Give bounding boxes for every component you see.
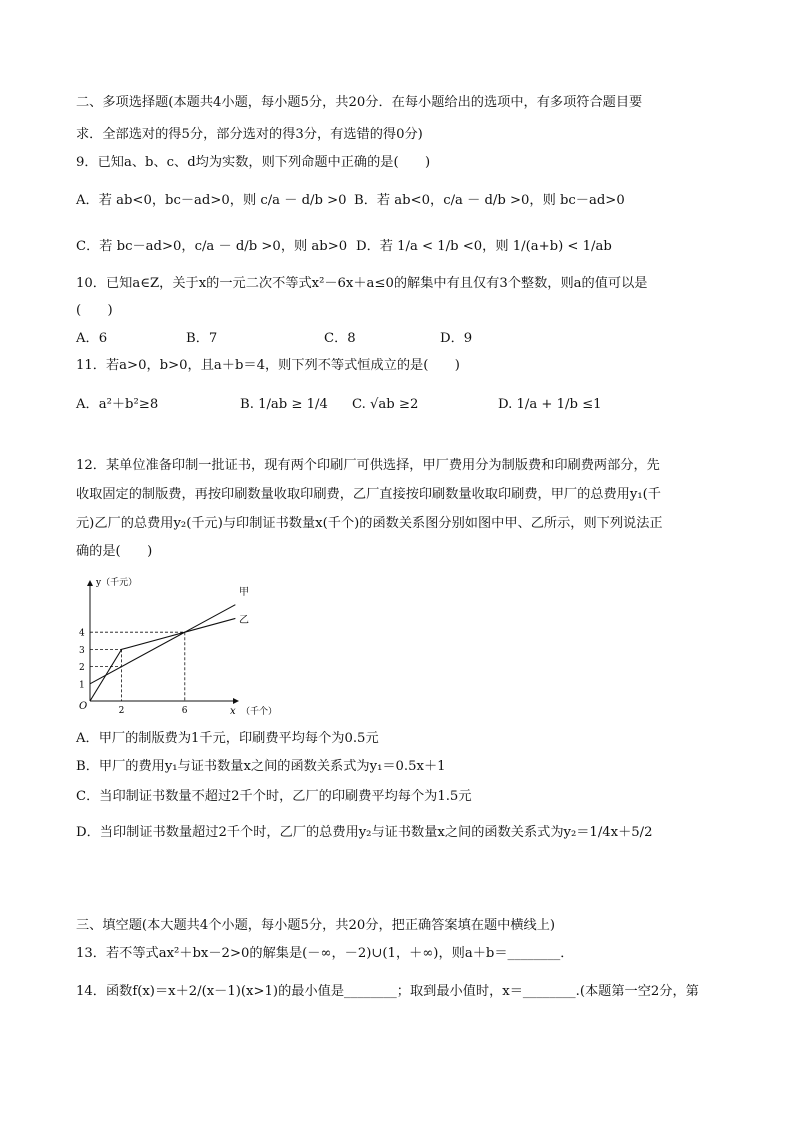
q9-option-c: C．若 bc－ad>0，c/a － d/b >0，则 ab>0 [76, 239, 348, 254]
y-tick-label: 2 [79, 663, 85, 674]
q12-stem-4: 确的是( ) [76, 544, 153, 559]
series-label-jia: 甲 [239, 587, 249, 598]
section3-heading: 三、填空题(本大题共4个小题，每小题5分，共20分，把正确答案填在题中横线上) [76, 918, 556, 933]
x-tick-label: 6 [181, 706, 188, 716]
y-tick-label: 4 [79, 628, 85, 639]
y-tick-label: 1 [79, 680, 85, 691]
q9-option-a: A．若 ab<0，bc－ad>0，则 c/a － d/b >0 [76, 193, 347, 208]
q11-option-d: D. 1/a + 1/b ≤1 [498, 397, 602, 412]
q12-stem-3: 元)乙厂的总费用y₂(千元)与印制证书数量x(千个)的函数关系图分别如图中甲、乙所示，则下列说法正 [76, 516, 663, 531]
series-line-yi [90, 618, 235, 701]
q10-option-a: A．6 [76, 331, 108, 346]
q9-option-d: D．若 1/a < 1/b <0，则 1/(a+b) < 1/ab [356, 239, 612, 254]
y-axis-label: y（千元） [96, 578, 138, 588]
q14-text: 14．函数f(x)＝x＋2/(x－1)(x>1)的最小值是________；取到最小值时，x＝________.(本题第一空2分，第 [76, 984, 699, 999]
x-axis-unit: （千个） [241, 707, 278, 717]
q9-option-b: B．若 ab<0，c/a － d/b >0，则 bc－ad>0 [354, 193, 625, 208]
q10-option-b: B．7 [186, 331, 218, 346]
q12-option-b: B．甲厂的费用y₁与证书数量x之间的函数关系式为y₁＝0.5x＋1 [76, 759, 446, 774]
y-tick-label: 3 [79, 645, 85, 656]
origin-label: O [79, 701, 88, 712]
x-tick-label: 2 [118, 706, 125, 716]
q11-option-a: A．a²＋b²≥8 [76, 397, 159, 412]
q11-stem: 11．若a>0，b>0，且a＋b＝4，则下列不等式恒成立的是( ) [76, 358, 460, 373]
q10-option-d: D．9 [440, 331, 473, 346]
q10-option-c: C．8 [324, 331, 356, 346]
q9-stem: 9．已知a、b、c、d均为实数，则下列命题中正确的是( ) [76, 155, 431, 170]
q12-option-a: A．甲厂的制版费为1千元，印刷费平均每个为0.5元 [76, 731, 379, 746]
q12-stem-2: 收取固定的制版费，再按印刷数量收取印刷费，乙厂直接按印刷数量收取印刷费，甲厂的总费用y₁(千 [76, 487, 661, 502]
series-label-yi: 乙 [239, 615, 249, 626]
q12-option-d: D．当印制证书数量超过2千个时，乙厂的总费用y₂与证书数量x之间的函数关系式为y₂＝1/4x＋5/2 [76, 825, 653, 840]
x-axis-var: x [230, 706, 236, 717]
series-line-jia [90, 605, 235, 684]
q12-option-c: C．当印制证书数量不超过2千个时，乙厂的印刷费平均每个为1.5元 [76, 789, 472, 804]
cost-function-graph [76, 576, 306, 721]
q12-stem-1: 12．某单位准备印制一批证书，现有两个印刷厂可供选择，甲厂费用分为制版费和印刷费两部分，先 [76, 458, 660, 473]
q11-option-c: C. √ab ≥2 [352, 397, 419, 412]
q10-stem: 10．已知a∈Z，关于x的一元二次不等式x²－6x＋a≤0的解集中有且仅有3个整数，则a的值可以是 [76, 276, 648, 291]
q10-stem-cont: ( ) [76, 303, 113, 318]
section2-heading-cont: 求．全部选对的得5分，部分选对的得3分，有选错的得0分) [76, 127, 423, 142]
section2-heading: 二、多项选择题(本题共4小题，每小题5分，共20分．在每小题给出的选项中，有多项符合题目要 [76, 95, 643, 110]
q11-option-b: B. 1/ab ≥ 1/4 [240, 397, 328, 412]
q13-text: 13．若不等式ax²＋bx－2>0的解集是(－∞，－2)∪(1，＋∞)，则a＋b＝________． [76, 946, 574, 961]
